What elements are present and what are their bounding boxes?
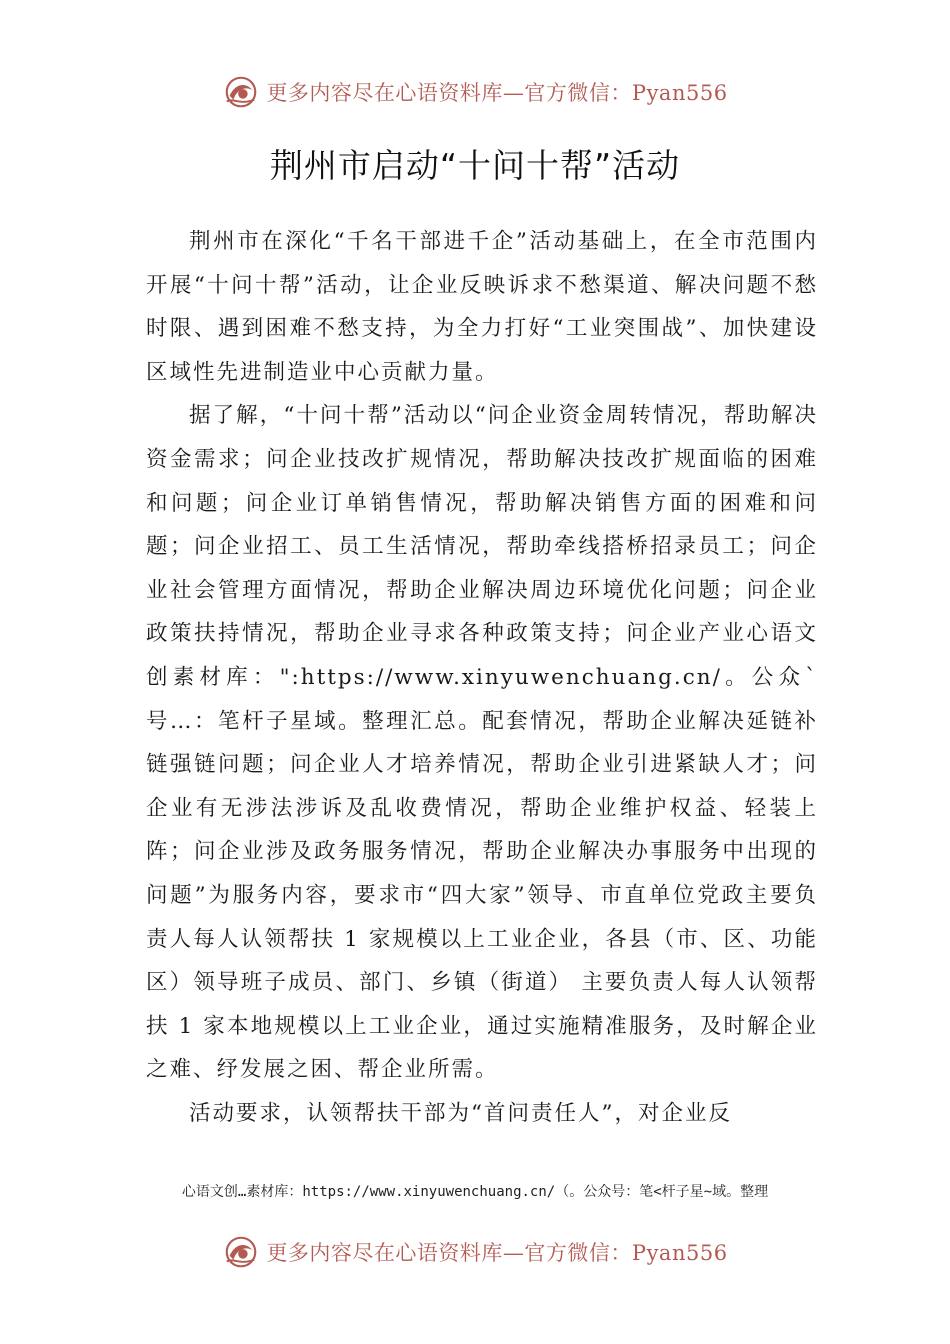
header-banner bbox=[0, 70, 950, 114]
article-body bbox=[146, 220, 818, 1135]
paragraph-3: 活动要求，认领帮扶干部为“首问责任人”，对企业反 bbox=[189, 1100, 732, 1126]
footer-banner-text: 更多内容尽在心语资料库—官方微信：Pyan556 bbox=[266, 1241, 728, 1265]
paragraph-2: 据了解，“十问十帮”活动以“问企业资金周转情况，帮助解决资金需求；问企业技改扩规情况，帮助解决技改扩规面临的困难和问题；问企业订单销售情况，帮助解决销售方面的困难和问题；问企业招工、员工生活情况，帮助牵线搭桥招录员工；问企业社会管理方面情况，帮助企业解决周边环境优化问题；问企业政策扶持情况，帮助企业寻求各种政策支持；问企业产业心语文创素材库：":https://www.xinyuwenchuang.cn/。公众`号…：笔杆子星域。整理汇总。配套情况，帮助企业解决延链补链强链问题；问企业人才培养情况，帮助企业引进紧缺人才；问企业有无涉法涉诉及乱收费情况，帮助企业维护权益、轻装上阵；问企业涉及政务服务情况，帮助企业解决办事服务中出现的问题”为服务内容，要求市“四大家”领导、市直单位党政主要负责人每人认领帮扶 1 家规模以上工业企业，各县（市、区、功能区）领导班子成员、部门、乡镇（街道） 主要负责人每人认领帮扶 1 家本地规模以上工业企业，通过实施精准服务，及时解企业之难、纾发展之困、帮企业所需。 bbox=[146, 403, 818, 1083]
page-title: 荆州市启动“十问十帮”活动 bbox=[269, 146, 681, 185]
footer-banner bbox=[0, 1230, 950, 1274]
flower-stamp-icon bbox=[222, 1233, 260, 1271]
flower-stamp-icon bbox=[222, 73, 260, 111]
footer-note: 心语文创…素材库：https://www.xinyuwenchuang.cn/（。公众号：笔<杆子星~域。整理 bbox=[181, 1184, 769, 1200]
paragraph-1: 荆州市在深化“千名干部进千企”活动基础上，在全市范围内开展“十问十帮”活动，让企业反映诉求不愁渠道、解决问题不愁时限、遇到困难不愁支持，为全力打好“工业突围战”、加快建设区域性先进制造业中心贡献力量。 bbox=[146, 229, 818, 385]
header-banner-text: 更多内容尽在心语资料库—官方微信：Pyan556 bbox=[266, 81, 728, 105]
